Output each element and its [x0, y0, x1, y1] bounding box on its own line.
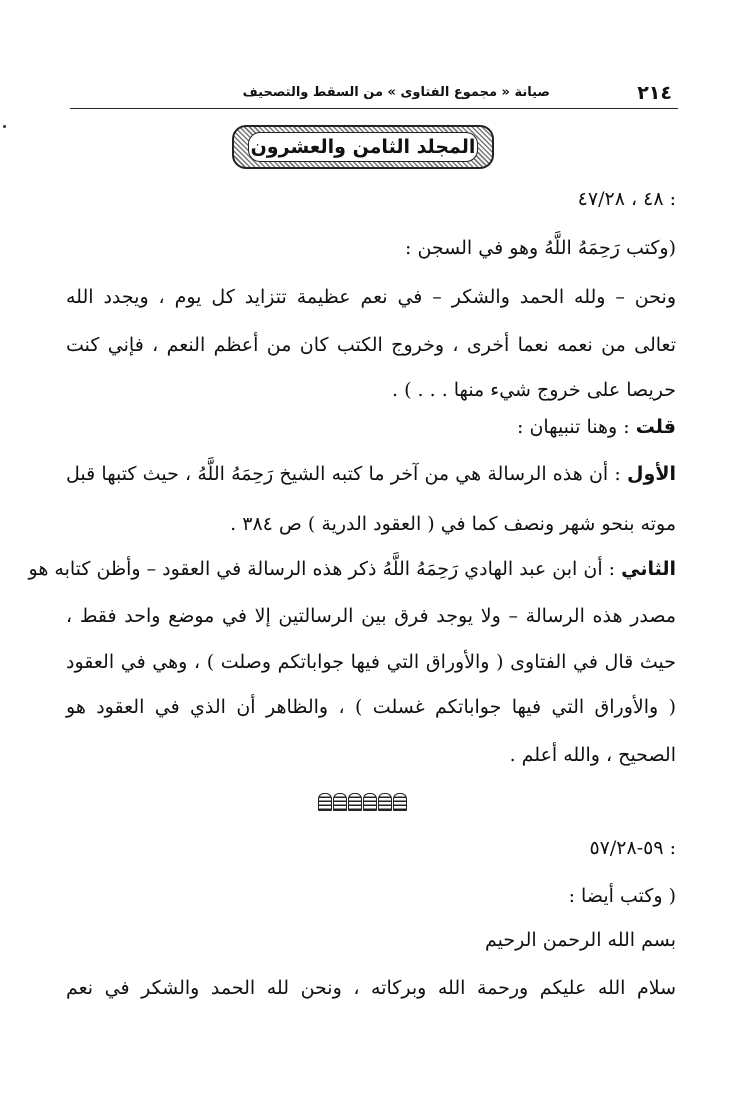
second-note-label: الثاني: [621, 558, 676, 580]
running-title: صيانة « مجموع الفتاوى » من السقط والتصحيف: [242, 85, 550, 100]
second-note-line: الصحيح ، والله أعلم .: [509, 744, 676, 766]
reference-line: : ٤٨ ، ٤٧/٢٨: [577, 188, 676, 210]
ornament-glyph: [378, 793, 392, 811]
first-note-text: : أن هذه الرسالة هي من آخر ما كتبه الشيخ رَحِمَهُ اللَّهُ ، حيث كتبها قبل: [66, 463, 621, 485]
second-note-line: حيث قال في الفتاوى ( والأوراق التي فيها جواباتكم وصلت ) ، وهي في العقود: [66, 651, 676, 673]
ornament-glyph: [393, 793, 407, 811]
quote-intro-line: ( وكتب أيضا :: [568, 885, 676, 907]
note-heading-label: قلت: [635, 416, 676, 438]
ornament-glyph: [348, 793, 362, 811]
section-title: المجلد الثامن والعشرون: [250, 136, 476, 158]
first-note-label: الأول: [627, 463, 676, 485]
page-header: [70, 82, 678, 109]
second-note-line: [28, 557, 676, 581]
reference-line: : ٥٩-٥٧/٢٨: [589, 837, 676, 859]
ornament-glyph: [363, 793, 377, 811]
margin-mark: [3, 125, 6, 128]
section-title-frame: [232, 125, 494, 169]
first-note-line: موته بنحو شهر ونصف كما في ( العقود الدرية ) ص ٣٨٤ .: [230, 513, 676, 535]
page-number: ٢١٤: [637, 82, 672, 104]
second-note-text: : أن ابن عبد الهادي رَحِمَهُ اللَّهُ ذكر هذه الرسالة في العقود – وأظن كتابه هو: [28, 558, 616, 580]
section-divider-ornament: [318, 793, 407, 813]
note-heading-line: [517, 415, 676, 439]
quote-line: تعالى من نعمه نعما أخرى ، وخروج الكتب كان من أعظم النعم ، فإني كنت: [66, 334, 676, 356]
first-note-line: [66, 462, 676, 486]
quote-line: حريصا على خروج شيء منها . . . ) .: [392, 379, 676, 401]
quote-intro-line: (وكتب رَحِمَهُ اللَّهُ وهو في السجن :: [405, 237, 676, 259]
quote-line: ونحن – ولله الحمد والشكر – في نعم عظيمة تتزايد كل يوم ، ويجدد الله: [66, 286, 676, 308]
note-heading-text: : وهنا تنبيهان :: [517, 416, 630, 438]
ornament-glyph: [318, 793, 332, 811]
section-title-inner-frame: [248, 132, 478, 162]
quote-line: سلام الله عليكم ورحمة الله وبركاته ، ونحن لله الحمد والشكر في نعم: [66, 977, 676, 999]
second-note-line: مصدر هذه الرسالة – ولا يوجد فرق بين الرسالتين إلا في موضع واحد فقط ،: [66, 605, 676, 627]
basmala-line: بسم الله الرحمن الرحيم: [485, 929, 676, 951]
second-note-line: ( والأوراق التي فيها جواباتكم غسلت ) ، والظاهر أن الذي في العقود هو: [66, 696, 676, 718]
ornament-glyph: [333, 793, 347, 811]
